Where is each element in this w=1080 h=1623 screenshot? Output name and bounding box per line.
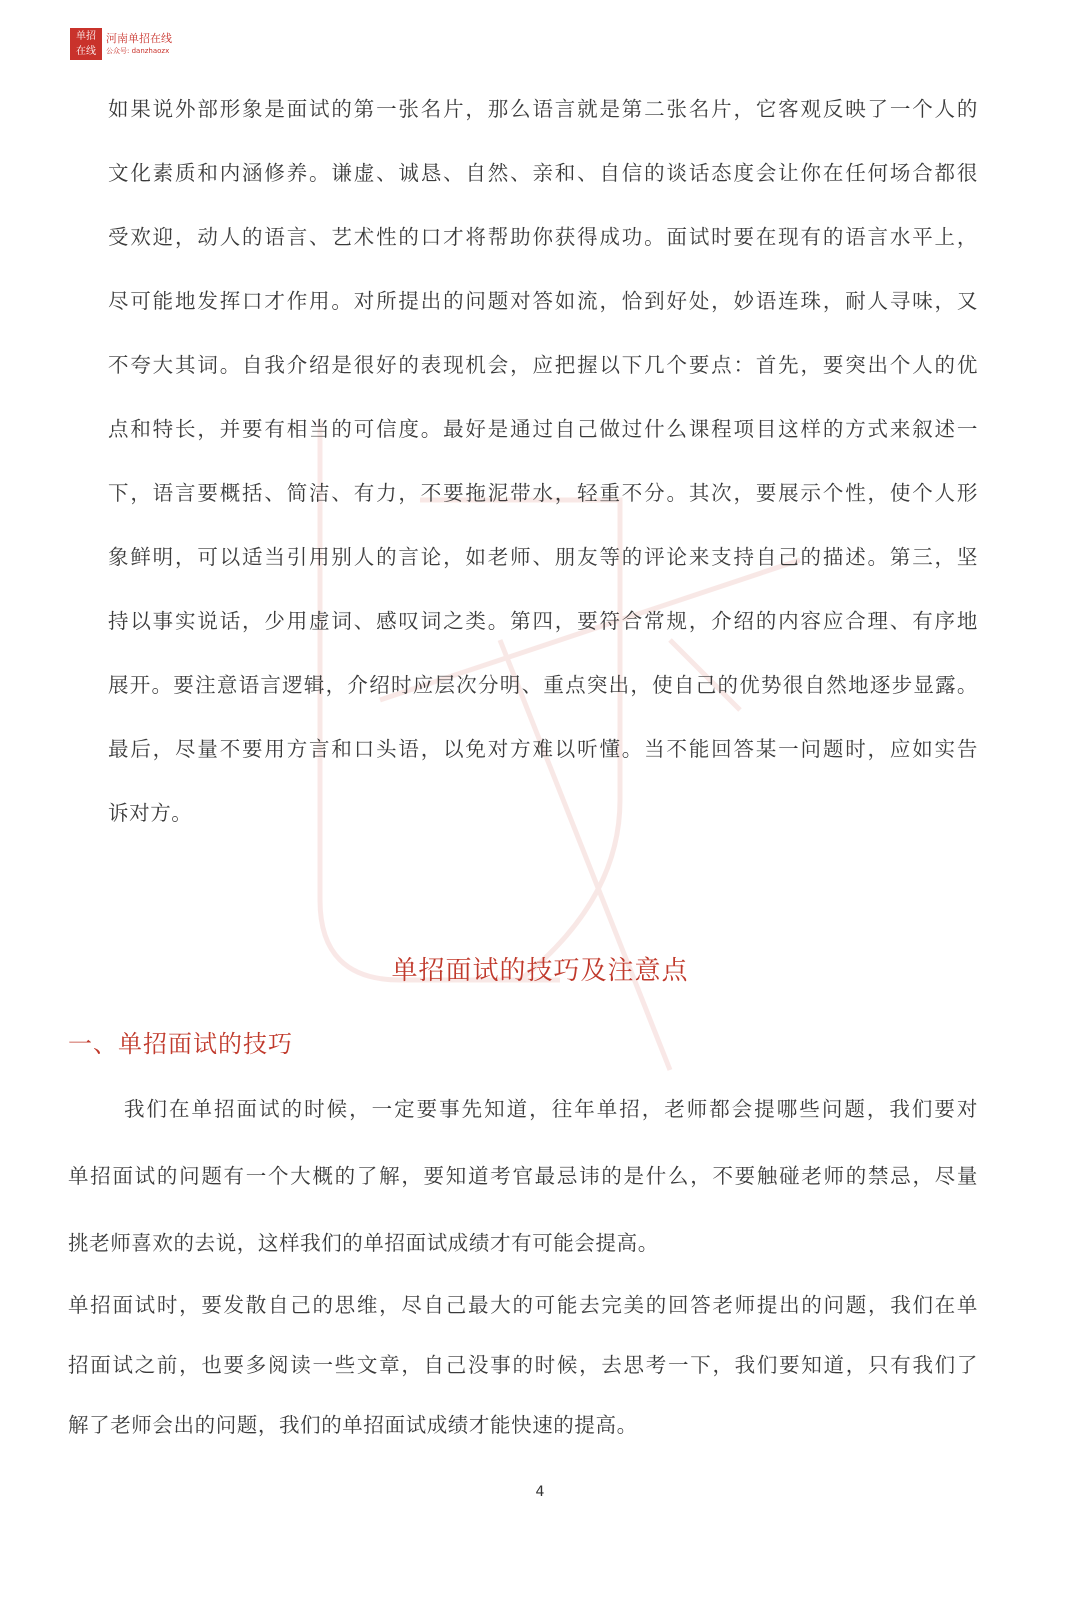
- paragraph-line: 最后，尽量不要用方言和口头语，以免对方难以听懂。当不能回答某一问题时，应如实告: [108, 737, 978, 761]
- paragraph-line: 不夸大其词。自我介绍是很好的表现机会，应把握以下几个要点：首先，要突出个人的优: [108, 353, 978, 377]
- paragraph-line: 解了老师会出的问题，我们的单招面试成绩才能快速的提高。: [68, 1413, 638, 1437]
- paragraph-line: 文化素质和内涵修养。谦虚、诚恳、自然、亲和、自信的谈话态度会让你在任何场合都很: [108, 161, 978, 185]
- paragraph-line: 单招面试时，要发散自己的思维，尽自己最大的可能去完美的回答老师提出的问题，我们在单: [68, 1293, 978, 1317]
- tips-paragraph-1: [68, 1092, 978, 1293]
- brand-logo: [70, 28, 172, 60]
- paragraph-line: 单招面试的问题有一个大概的了解，要知道考官最忌讳的是什么，不要触碰老师的禁忌，尽量: [68, 1164, 978, 1188]
- page-number: 4: [535, 1484, 545, 1500]
- paragraph-line: 持以事实说话，少用虚词、感叹词之类。第四，要符合常规，介绍的内容应合理、有序地: [108, 609, 978, 633]
- paragraph-line: 诉对方。: [108, 801, 193, 825]
- section-heading: 一、单招面试的技巧: [68, 1030, 293, 1058]
- paragraph-line: 下，语言要概括、简洁、有力，不要拖泥带水，轻重不分。其次，要展示个性，使个人形: [108, 481, 978, 505]
- paragraph-line: 尽可能地发挥口才作用。对所提出的问题对答如流，恰到好处，妙语连珠，耐人寻味，又: [108, 289, 978, 313]
- logo-mark-line2: 在线: [76, 46, 96, 57]
- paragraph-line: 招面试之前，也要多阅读一些文章，自己没事的时候，去思考一下，我们要知道，只有我们了: [68, 1353, 978, 1377]
- paragraph-line: 挑老师喜欢的去说，这样我们的单招面试成绩才有可能会提高。: [68, 1231, 659, 1255]
- logo-text: [106, 32, 172, 56]
- logo-mark: [70, 28, 102, 60]
- brand-subtitle: 公众号: danzhaozx: [106, 47, 170, 55]
- paragraph-line: 展开。要注意语言逻辑，介绍时应层次分明、重点突出，使自己的优势很自然地逐步显露。: [108, 673, 978, 697]
- paragraph-line: 象鲜明，可以适当引用别人的言论，如老师、朋友等的评论来支持自己的描述。第三，坚: [108, 545, 978, 569]
- paragraph-line: 我们在单招面试的时候，一定要事先知道，往年单招，老师都会提哪些问题，我们要对: [124, 1097, 978, 1121]
- paragraph-line: 如果说外部形象是面试的第一张名片，那么语言就是第二张名片，它客观反映了一个人的: [108, 97, 978, 121]
- brand-name: 河南单招在线: [106, 32, 172, 45]
- intro-paragraph: [108, 92, 978, 860]
- paragraph-line: 点和特长，并要有相当的可信度。最好是通过自己做过什么课程项目这样的方式来叙述一: [108, 417, 978, 441]
- tips-paragraph-2: [68, 1288, 978, 1468]
- logo-mark-line1: 单招: [76, 31, 96, 42]
- paragraph-line: 受欢迎，动人的语言、艺术性的口才将帮助你获得成功。面试时要在现有的语言水平上，: [108, 225, 978, 249]
- document-title: 单招面试的技巧及注意点: [391, 956, 689, 986]
